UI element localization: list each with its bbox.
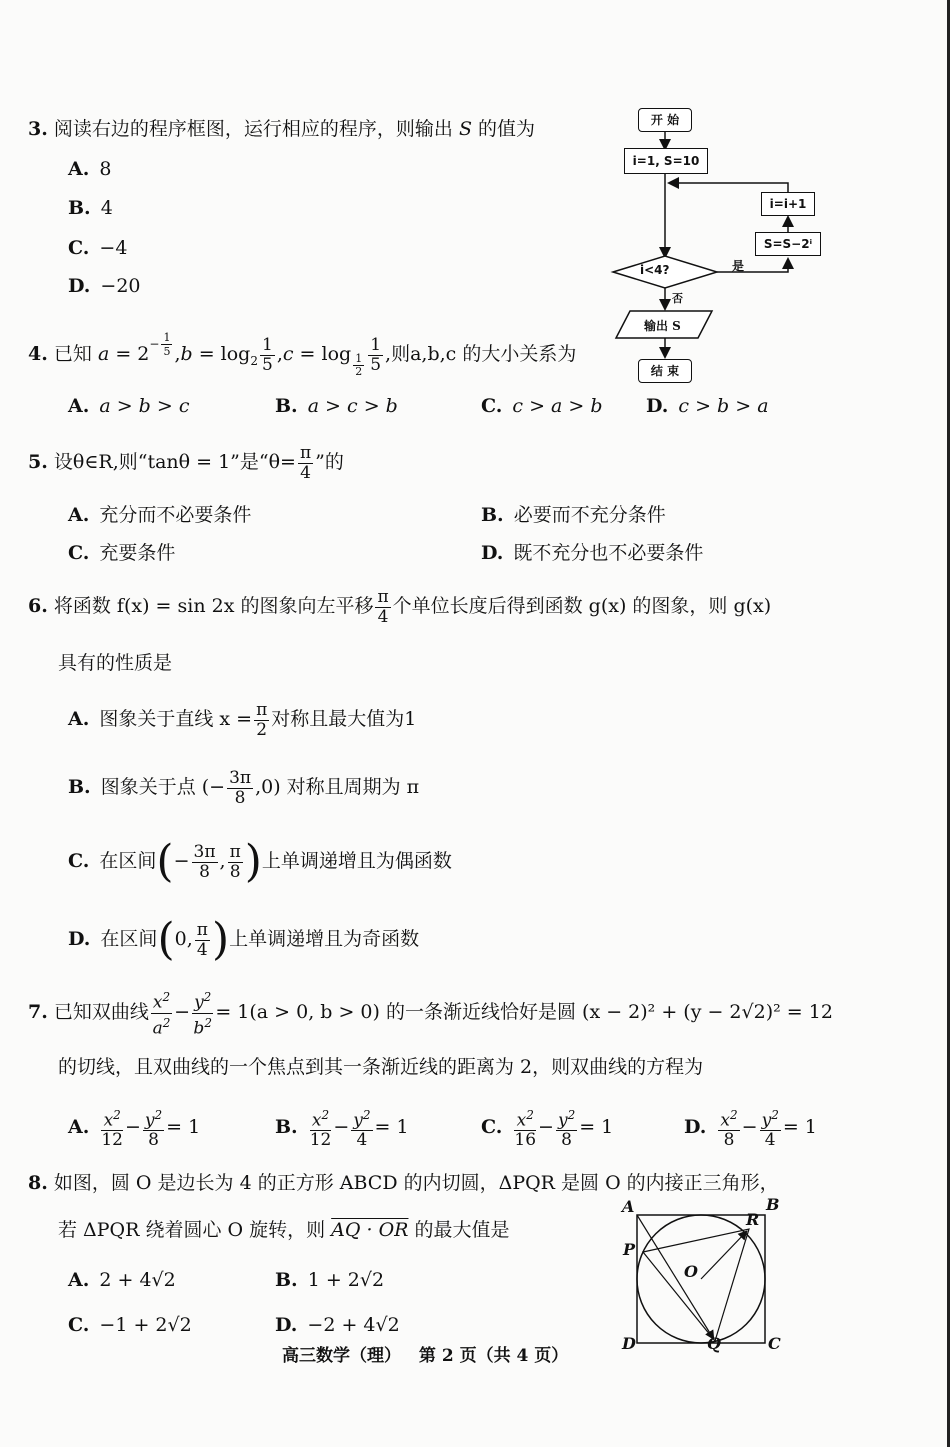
q4-option-d xyxy=(646,394,769,418)
q3-option-a xyxy=(68,157,111,181)
option-label: B. xyxy=(275,395,298,417)
option-value: 8 xyxy=(99,158,112,180)
q6-option-d: D. 在区间(0, $\frac{\pi}{4}$ )上单调递增且为奇函数 xyxy=(68,914,420,965)
question-prefix: 已知双曲线 xyxy=(53,1001,149,1024)
question-6-line2: 具有的性质是 xyxy=(58,652,173,674)
question-5: 5. 设θ∈R,则“tanθ = 1”是“θ= $\frac{\pi}{4}$ ”的 xyxy=(28,442,344,483)
option-label: A. xyxy=(68,158,90,180)
flowchart-init: i=1, S=10 xyxy=(624,148,708,174)
question-text-a: 若 ΔPQR 绕着圆心 O 旋转，则 xyxy=(58,1219,326,1241)
flowchart-update: S=S−2ⁱ xyxy=(755,232,821,256)
question-circle: (x − 2)² + (y − 2√2)² = 12 xyxy=(582,1001,833,1024)
option-label: D. xyxy=(68,928,91,950)
flowchart-no: 否 xyxy=(672,292,683,305)
flowchart-start: 开 始 xyxy=(638,108,692,132)
flowchart-condition: i<4? xyxy=(640,263,670,277)
option-value: −2 + 4√2 xyxy=(307,1314,400,1336)
option-label: D. xyxy=(275,1314,298,1336)
option-label: C. xyxy=(481,1116,503,1138)
option-text-b: 上单调递增且为奇函数 xyxy=(229,928,420,950)
question-8-line2 xyxy=(58,1218,510,1242)
question-text-b: 的最大值是 xyxy=(414,1219,510,1241)
option-label: C. xyxy=(68,237,90,259)
question-number: 6. xyxy=(28,595,48,617)
option-label: A. xyxy=(68,395,90,417)
q6-option-b: B. 图象关于点 (− $\frac{3\pi}{8}$ ,0) 对称且周期为 π xyxy=(68,767,420,808)
option-b2: 4 xyxy=(356,1130,368,1151)
option-label: B. xyxy=(275,1116,298,1138)
option-label: C. xyxy=(481,395,503,417)
q8-option-c xyxy=(68,1313,192,1337)
option-label: A. xyxy=(68,504,90,526)
q5-option-b xyxy=(481,503,666,527)
option-value: −1 + 2√2 xyxy=(99,1314,192,1336)
question-number: 5. xyxy=(28,451,48,473)
option-value: c > a > b xyxy=(512,395,603,417)
option-a2: 8 xyxy=(723,1130,735,1151)
question-tail: 的值为 xyxy=(478,118,536,140)
option-value: −4 xyxy=(99,237,128,259)
option-label: D. xyxy=(68,275,91,297)
option-value: 必要而不充分条件 xyxy=(513,504,666,526)
flowchart-yes: 是 xyxy=(732,259,745,273)
option-label: D. xyxy=(646,395,669,417)
option-text-a: 在区间 xyxy=(99,850,157,872)
question-6: 6. 将函数 f(x) = sin 2x 的图象向左平移 $\frac{\pi}{4}$ 个单位长度后得到函数 g(x) 的图象，则 g(x) xyxy=(28,586,772,627)
point-p-label: P xyxy=(623,1240,636,1259)
option-a2: 12 xyxy=(101,1130,123,1151)
flowchart-end: 结 束 xyxy=(638,359,692,383)
option-value: 充要条件 xyxy=(99,542,176,564)
q4-option-a xyxy=(68,394,190,418)
question-4: 4. 已知 $a = 2^{- \frac{1}{5}}$ $,b = \log_2$ $\frac{1}{5}$ ,c = log $_{\frac{1}{2}}$ $\frac{1}{5}$ ,则a,b,c 的大小关系为 xyxy=(28,331,577,378)
option-value: 充分而不必要条件 xyxy=(99,504,252,526)
question-number: 8. xyxy=(28,1172,48,1194)
option-label: C. xyxy=(68,542,90,564)
option-text-a: 在区间 xyxy=(100,928,158,950)
option-label: C. xyxy=(68,1314,90,1336)
question-var: S xyxy=(458,118,472,140)
q3-option-c xyxy=(68,236,127,260)
question-number: 7. xyxy=(28,1001,48,1024)
footer xyxy=(282,1341,568,1366)
question-number: 4. xyxy=(28,343,48,365)
option-value: 1 + 2√2 xyxy=(307,1269,385,1291)
point-r-label: R xyxy=(746,1210,760,1229)
point-c-label: C xyxy=(768,1334,781,1353)
q7-option-d: D. $\frac{x^2}{8}$ − $\frac{y^2}{4}$ = 1 xyxy=(684,1107,817,1151)
question-text-b: 个单位长度后得到函数 g(x) 的图象，则 g(x) xyxy=(392,595,772,617)
q7-option-a: A. $\frac{x^2}{12}$ − $\frac{y^2}{8}$ = 1 xyxy=(68,1107,201,1151)
option-label: A. xyxy=(68,1269,90,1291)
vector-aq xyxy=(637,1215,713,1338)
option-label: B. xyxy=(68,776,91,798)
q8-option-a xyxy=(68,1268,176,1292)
point-a-label: A xyxy=(622,1197,635,1216)
option-text-a: 图象关于点 (− xyxy=(100,776,226,798)
q5-option-a xyxy=(68,503,251,527)
option-text-a: 图象关于直线 x = xyxy=(99,708,253,730)
option-label: D. xyxy=(684,1116,707,1138)
question-mid: = 1(a > 0, b > 0) 的一条渐近线恰好是圆 xyxy=(215,1001,576,1024)
question-text-b: ”的 xyxy=(315,451,344,473)
question-prefix: 已知 xyxy=(53,343,92,365)
question-text-a: 将函数 f(x) = sin 2x 的图象向左平移 xyxy=(53,595,374,617)
flowchart-output: 输出 S xyxy=(644,319,681,333)
point-q-label: Q xyxy=(707,1334,721,1353)
option-text-b: 上单调递增且为偶函数 xyxy=(261,850,452,872)
question-tail: ,则a,b,c 的大小关系为 xyxy=(385,343,577,365)
option-value: a > c > b xyxy=(307,395,398,417)
question-8 xyxy=(28,1171,779,1195)
option-b2: 8 xyxy=(148,1130,159,1151)
q8-option-d xyxy=(275,1313,400,1337)
option-label: A. xyxy=(68,708,90,730)
question-line1: 如图，圆 O 是边长为 4 的正方形 ABCD 的内切圆，ΔPQR 是圆 O 的内接正三角形， xyxy=(53,1172,779,1194)
option-a2: 16 xyxy=(514,1130,537,1151)
option-value: −20 xyxy=(100,275,141,297)
option-label: A. xyxy=(68,1116,90,1138)
footer-page: 第 2 页（共 4 页） xyxy=(418,1346,569,1366)
point-o-label: O xyxy=(684,1262,698,1281)
option-text-b: ,0) 对称且周期为 π xyxy=(255,776,420,798)
footer-subject: 高三数学（理） xyxy=(282,1346,401,1366)
option-value: a > b > c xyxy=(99,395,190,417)
q7-option-b: B. $\frac{x^2}{12}$ − $\frac{y^2}{4}$ = 1 xyxy=(275,1107,409,1151)
q3-option-b xyxy=(68,196,113,220)
question-7: 7. 已知双曲线 $\frac{x^2}{a^2}$ − $\frac{y^2}{b^2}$ = 1(a > 0, b > 0) 的一条渐近线恰好是圆 (x − 2)² + (y − 2√2)² = 12 xyxy=(28,990,833,1039)
q8-option-b xyxy=(275,1268,384,1292)
q4-option-c xyxy=(481,394,603,418)
option-b2: 4 xyxy=(764,1130,776,1151)
option-label: B. xyxy=(275,1269,298,1291)
q5-option-c xyxy=(68,541,175,565)
option-label: D. xyxy=(481,542,504,564)
option-value: 既不充分也不必要条件 xyxy=(513,542,704,564)
point-b-label: B xyxy=(766,1195,780,1214)
point-d-label: D xyxy=(622,1334,636,1353)
option-label: B. xyxy=(68,197,91,219)
question-number: 3. xyxy=(28,118,48,140)
q5-option-d xyxy=(481,541,703,565)
question-text: 阅读右边的程序框图，运行相应的程序，则输出 xyxy=(53,118,453,140)
q3-option-d xyxy=(68,274,141,298)
vector-or xyxy=(701,1232,746,1279)
q7-option-c: C. $\frac{x^2}{16}$ − $\frac{y^2}{8}$ = 1 xyxy=(481,1107,614,1151)
flowchart-increment: i=i+1 xyxy=(761,192,815,216)
option-label: C. xyxy=(68,850,90,872)
question-3 xyxy=(28,117,535,141)
vector-expression: AQ · OR xyxy=(331,1219,409,1241)
q6-option-a: A. 图象关于直线 x = $\frac{\pi}{2}$ 对称且最大值为1 xyxy=(68,699,417,740)
option-a2: 12 xyxy=(309,1130,332,1151)
option-label: B. xyxy=(481,504,504,526)
option-value: c > b > a xyxy=(678,395,769,417)
option-value: 2 + 4√2 xyxy=(99,1269,176,1291)
option-text-b: 对称且最大值为1 xyxy=(271,708,417,730)
question-7-line2: 的切线，且双曲线的一个焦点到其一条渐近线的距离为 2，则双曲线的方程为 xyxy=(58,1056,704,1078)
q6-option-c: C. 在区间(− $\frac{3\pi}{8}$ , $\frac{\pi}{8}$ )上单调递增且为偶函数 xyxy=(68,836,452,887)
option-value: 4 xyxy=(100,197,113,219)
option-b2: 8 xyxy=(561,1130,572,1151)
q4-option-b xyxy=(275,394,398,418)
question-text-a: 设θ∈R,则“tanθ = 1”是“θ= xyxy=(53,451,296,473)
